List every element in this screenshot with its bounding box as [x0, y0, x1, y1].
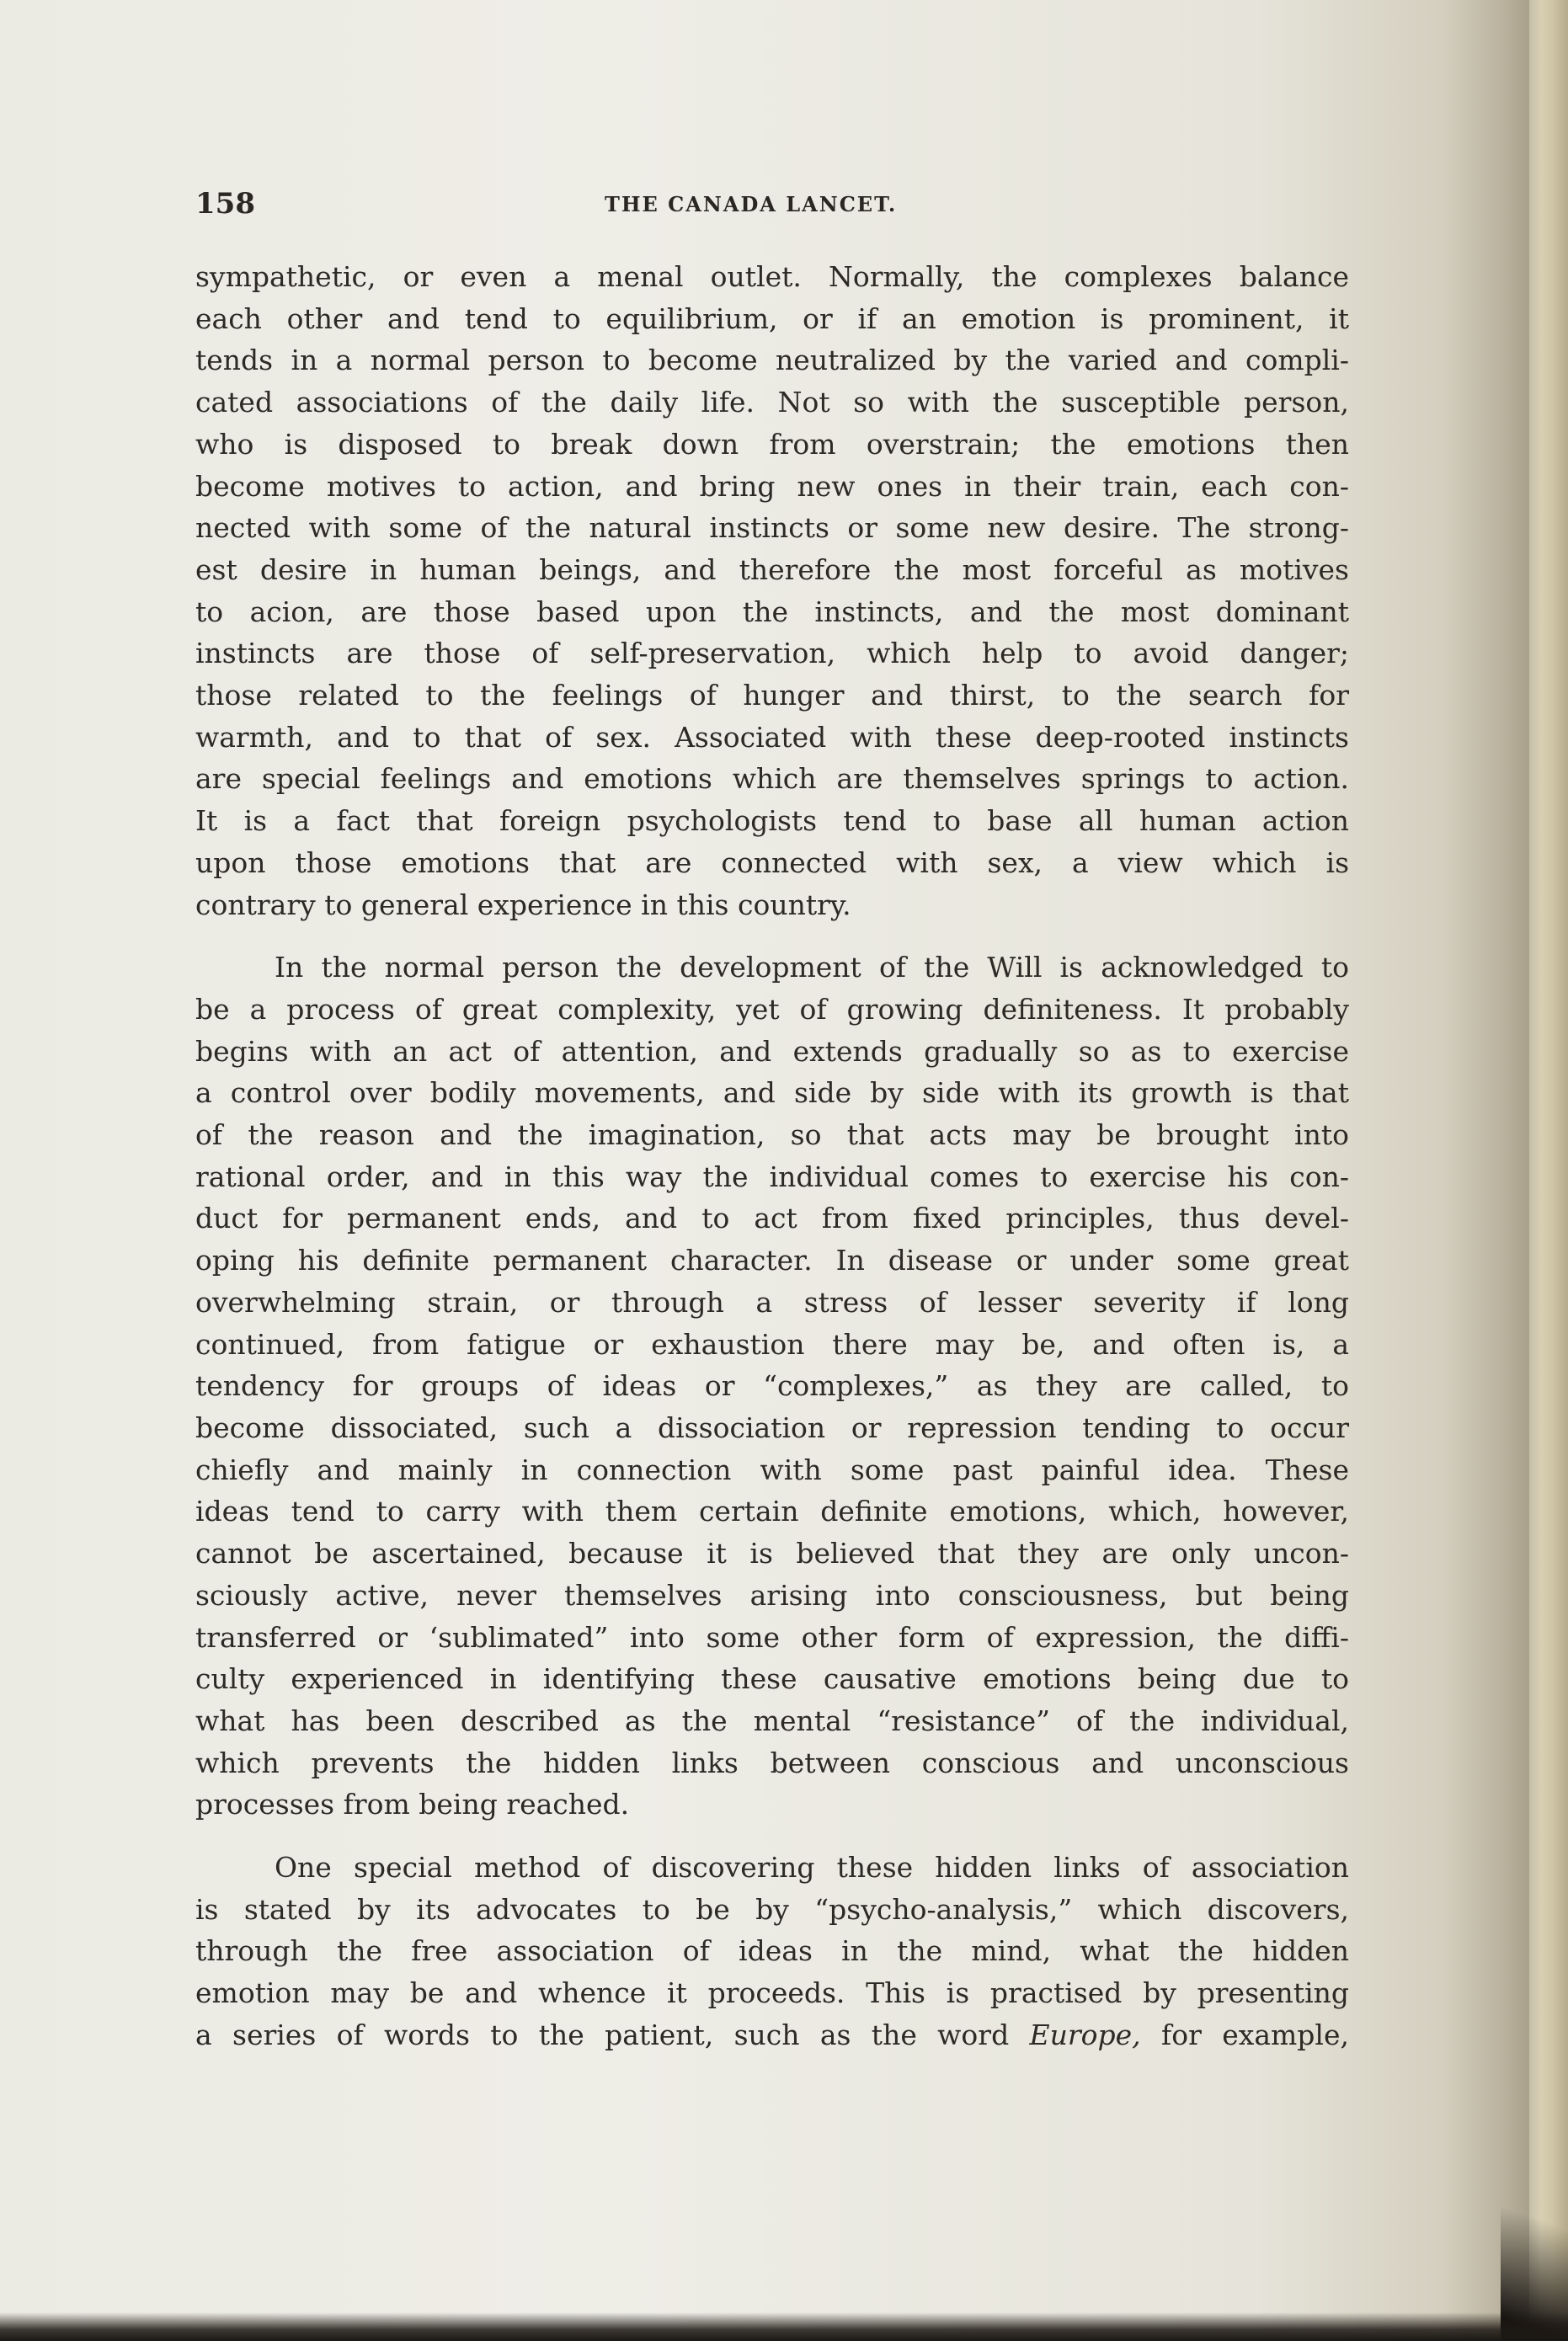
text-line: It is a fact that foreign psychologists tend to base all human action	[195, 804, 1349, 838]
text-line: each other and tend to equilibrium, or if an emotion is prominent, it	[195, 301, 1349, 335]
text-line: cated associations of the daily life. Not so with the susceptible person,	[195, 386, 1349, 419]
text-line: who is disposed to break down from overstrain; the emotions then	[195, 427, 1349, 461]
text-line: become dissociated, such a dissociation or repression tending to occur	[195, 1410, 1349, 1444]
text-line: cannot be ascertained, because it is believed that they are only uncon-	[195, 1537, 1349, 1570]
text-line: sciously active, never themselves arising into consciousness, but being	[195, 1578, 1349, 1612]
text-line: become motives to action, and bring new ones in their train, each con-	[195, 469, 1349, 503]
text-line: be a process of great complexity, yet of growing definiteness. It probably	[195, 992, 1349, 1026]
text-line: instincts are those of self-preservation, which help to avoid danger;	[195, 637, 1349, 670]
page-edge	[1529, 0, 1568, 2341]
text-line: through the free association of ideas in the mind, what the hidden	[195, 1934, 1349, 1968]
paragraph-1	[195, 256, 1349, 925]
bottom-shadow	[0, 2312, 1568, 2341]
text-line: continued, from fatigue or exhaustion there may be, and often is, a	[195, 1327, 1349, 1361]
text-line: rational order, and in this way the individual comes to exercise his con-	[195, 1160, 1349, 1193]
text-line: ideas tend to carry with them certain definite emotions, which, however,	[195, 1495, 1349, 1528]
text-line: nected with some of the natural instincts or some new desire. The strong-	[195, 511, 1349, 545]
page-number: 158	[195, 187, 255, 221]
text-line: warmth, and to that of sex. Associated with these deep-rooted instincts	[195, 720, 1349, 754]
text-line: upon those emotions that are connected with sex, a view which is	[195, 845, 1349, 879]
text-fragment: a series of words to the patient, such as the word	[195, 2018, 1030, 2051]
text-line: In the normal person the development of the Will is acknowledged to	[275, 951, 1349, 984]
text-fragment: for example,	[1140, 2018, 1349, 2051]
text-line: processes from being reached.	[195, 1788, 630, 1821]
italic-term: Europe,	[1029, 2018, 1141, 2051]
paragraph-2	[195, 947, 1349, 1826]
text-line: those related to the feelings of hunger and thirst, to the search for	[195, 679, 1349, 712]
text-line: to acion, are those based upon the instincts, and the most dominant	[195, 595, 1349, 628]
text-line: a control over bodily movements, and side by side with its growth is that	[195, 1076, 1349, 1110]
text-line: contrary to general experience in this country.	[195, 888, 851, 921]
page-header	[195, 187, 1366, 224]
text-line: which prevents the hidden links between conscious and unconscious	[195, 1746, 1349, 1779]
text-line: One special method of discovering these hidden links of association	[275, 1851, 1349, 1885]
text-line: oping his definite permanent character. In disease or under some great	[195, 1244, 1349, 1277]
text-line: begins with an act of attention, and extends gradually so as to exercise	[195, 1034, 1349, 1068]
text-line	[195, 2014, 1349, 2056]
text-line: emotion may be and whence it proceeds. This is practised by presenting	[195, 1976, 1349, 2010]
text-line: overwhelming strain, or through a stress of lesser severity if long	[195, 1285, 1349, 1319]
text-line: transferred or ‘sublimated” into some other form of expression, the diffi-	[195, 1620, 1349, 1654]
text-line: are special feelings and emotions which are themselves springs to action.	[195, 762, 1349, 796]
text-line: est desire in human beings, and therefore the most forceful as motives	[195, 552, 1349, 586]
text-line: culty experienced in identifying these causative emotions being due to	[195, 1662, 1349, 1696]
text-line: tendency for groups of ideas or “complexes,” as they are called, to	[195, 1369, 1349, 1403]
body-text	[195, 256, 1349, 2056]
text-line: duct for permanent ends, and to act from fixed principles, thus devel-	[195, 1202, 1349, 1235]
text-line: chiefly and mainly in connection with some past painful idea. These	[195, 1453, 1349, 1486]
text-line: tends in a normal person to become neutralized by the varied and compli-	[195, 344, 1349, 377]
text-line: is stated by its advocates to be by “psycho-analysis,” which discovers,	[195, 1892, 1349, 1926]
corner-shadow	[1501, 2139, 1568, 2341]
running-head: THE CANADA LANCET.	[605, 192, 898, 216]
text-line: sympathetic, or even a menal outlet. Normally, the complexes balance	[195, 260, 1349, 293]
text-line: what has been described as the mental “resistance” of the individual,	[195, 1704, 1349, 1737]
paragraph-3	[195, 1847, 1349, 2056]
text-line: of the reason and the imagination, so that acts may be brought into	[195, 1118, 1349, 1152]
